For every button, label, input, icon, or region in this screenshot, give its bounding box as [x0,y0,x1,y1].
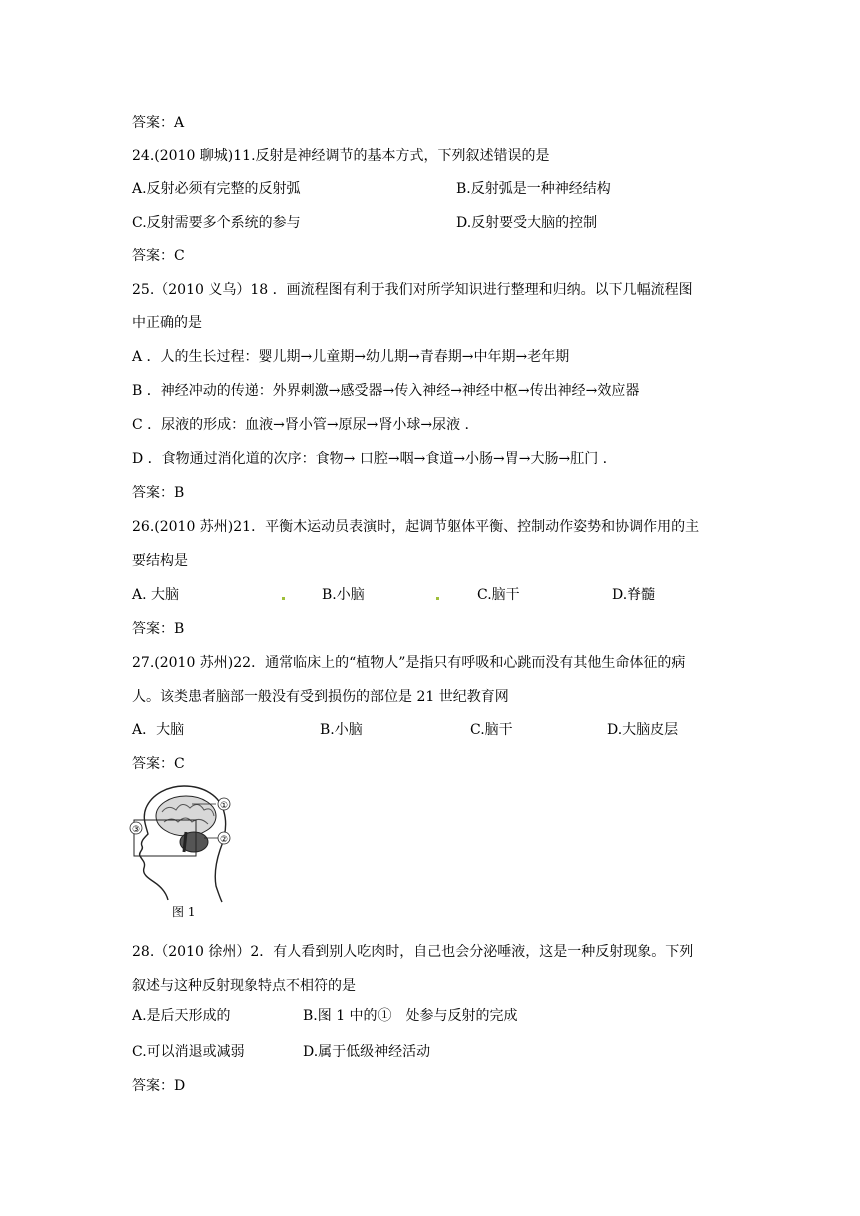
figure-label-2: ② [220,835,229,845]
question-27-line2: 人。该类患者脑部一般没有受到损伤的部位是 21 世纪教育网 [132,689,509,705]
option-25-b: B ．神经冲动的传递：外界刺激→感受器→传入神经→神经中枢→传出神经→效应器 [132,383,640,399]
question-28-line2: 叙述与这种反射现象特点不相符的是 [132,978,356,994]
brain-figure [128,782,240,904]
option-28-d: D.属于低级神经活动 [303,1044,431,1060]
option-26-d: D.脊髓 [612,587,656,603]
option-28-c: C.可以消退或减弱 [132,1044,245,1060]
option-26-c: C.脑干 [477,587,520,603]
figure-caption: 图 1 [172,905,196,919]
answer-25: 答案：B [132,485,185,501]
question-24: 24.(2010 聊城)11.反射是神经调节的基本方式，下列叙述错误的是 [132,148,550,164]
option-27-d: D.大脑皮层 [607,722,679,738]
option-24-b: B.反射弧是一种神经结构 [456,181,611,197]
answer-26: 答案：B [132,621,185,637]
answer-28: 答案：D [132,1078,186,1094]
question-26-line2: 要结构是 [132,553,188,569]
option-24-a: A.反射必须有完整的反射弧 [132,181,301,197]
option-26-a: A. 大脑 [132,587,180,603]
figure-label-3: ③ [132,825,141,835]
question-25-line1: 25.（2010 义乌）18 ．画流程图有利于我们对所学知识进行整理和归纳。以下几幅流程图 [132,282,693,298]
option-24-d: D.反射要受大脑的控制 [456,215,598,231]
option-24-c: C.反射需要多个系统的参与 [132,215,301,231]
option-25-a: A ．人的生长过程：婴儿期→儿童期→幼儿期→青春期→中年期→老年期 [132,349,570,365]
question-28-line1: 28.（2010 徐州）2．有人看到别人吃肉时，自己也会分泌唾液，这是一种反射现象。下列 [132,944,694,960]
question-25-line2: 中正确的是 [132,315,202,331]
green-dot [282,597,285,600]
question-26-line1: 26.(2010 苏州)21．平衡木运动员表演时，起调节躯体平衡、控制动作姿势和协调作用的主 [132,519,700,535]
option-26-b: B.小脑 [322,587,365,603]
figure-label-1: ① [220,801,229,811]
option-27-a: A．大脑 [132,722,185,738]
answer-27: 答案：C [132,756,185,772]
option-28-a: A.是后天形成的 [132,1008,231,1024]
question-27-line1: 27.(2010 苏州)22．通常临床上的“植物人”是指只有呼吸和心跳而没有其他生命体征的病 [132,655,686,671]
line-ans23: 答案：A [132,115,185,131]
option-25-c: C ．尿液的形成：血液→肾小管→原尿→肾小球→尿液 . [132,417,469,433]
answer-24: 答案：C [132,248,185,264]
option-28-b: B.图 1 中的① 处参与反射的完成 [303,1008,518,1024]
green-dot [436,597,439,600]
option-27-b: B.小脑 [320,722,363,738]
option-27-c: C.脑干 [470,722,513,738]
option-25-d: D ．食物通过消化道的次序：食物→ 口腔→咽→食道→小肠→胃→大肠→肛门 . [132,451,608,467]
